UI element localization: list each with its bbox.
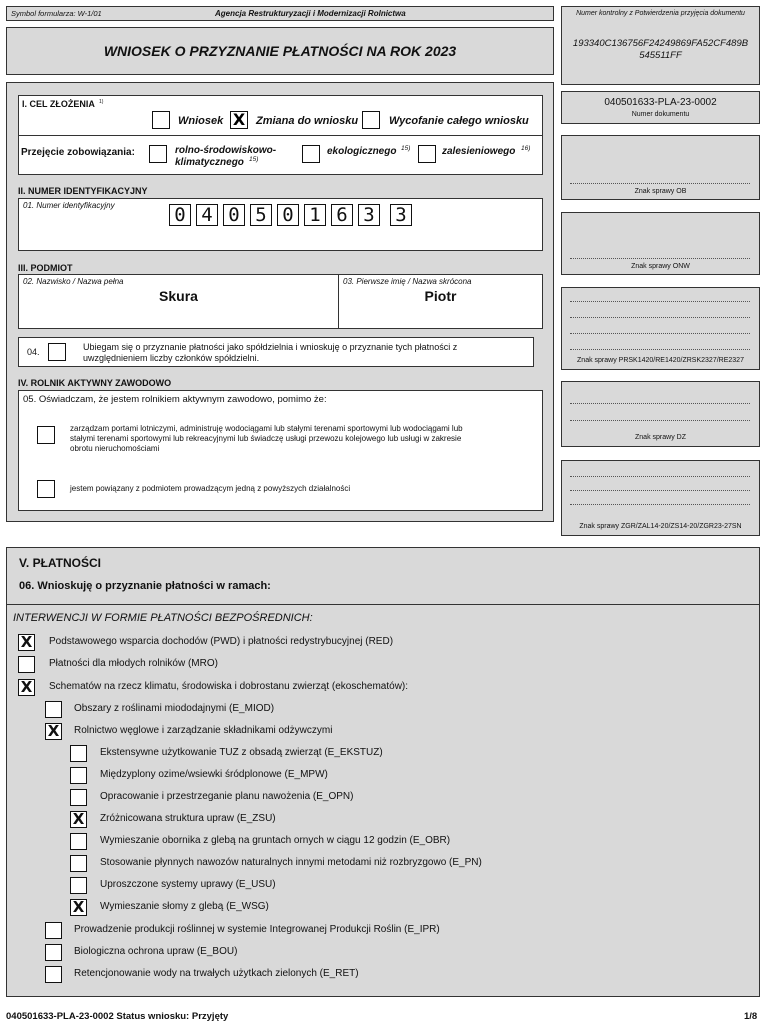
agency-name: Agencja Restrukturyzacji i Modernizacji Rolnictwa (215, 9, 406, 18)
footer-status: 040501633-PLA-23-0002 Status wniosku: Przyjęty (6, 1011, 229, 1022)
field-04-number: 04. (27, 347, 40, 357)
id-digit-5[interactable]: 0 (277, 204, 299, 226)
rolno-label-line1: rolno-środowiskowo- (175, 145, 277, 156)
payment-label-pwd: Podstawowego wsparcia dochodów (PWD) i płatności redystrybucyjnej (RED) (49, 636, 394, 647)
case-sign-ob-label: Znak sprawy OB (634, 188, 687, 195)
ekologicznego-sup: 15) (401, 145, 411, 152)
dz-dotted-line-2 (570, 420, 750, 421)
case-sign-ob-box (561, 135, 760, 200)
option-2-text: jestem powiązany z podmiotem prowadzącym jedną z powyższych działalności (70, 484, 351, 493)
surname-value: Skura (159, 288, 198, 304)
payment-label-e-opn: Opracowanie i przestrzeganie planu nawożenia (E_OPN) (100, 791, 354, 802)
page-title: WNIOSEK O PRZYZNANIE PŁATNOŚCI NA ROK 2023 (103, 43, 457, 59)
section-5-divider (7, 604, 759, 605)
zalesieniowego-sup: 16) (521, 145, 531, 152)
payment-label-e-bou: Biologiczna ochrona upraw (E_BOU) (74, 946, 238, 957)
title-box (6, 27, 554, 75)
payment-label-e-obr: Wymieszanie obornika z glebą na gruntach ornych w ciągu 12 godzin (E_OBR) (100, 835, 451, 846)
field-04-text-line1: Ubiegam się o przyznanie płatności jako spółdzielnia i wnioskuję o przyznanie tych płatności z (83, 342, 458, 352)
onw-dotted-line (570, 258, 750, 259)
active-farmer-option-2-checkbox[interactable] (37, 480, 55, 498)
case-sign-prsk-box (561, 287, 760, 370)
id-digit-2[interactable]: 4 (196, 204, 218, 226)
case-sign-onw-box (561, 212, 760, 275)
wycofanie-label: Wycofanie całego wniosku (389, 115, 529, 127)
footer-page-number: 1/8 (744, 1011, 758, 1022)
section-1-title-sup: 1) (99, 99, 104, 105)
payment-checkbox-e-usu[interactable] (70, 877, 87, 894)
zgr-dotted-line-2 (570, 490, 750, 491)
payment-label-rolnictwo-weglowe: Rolnictwo węglowe i zarządzanie składnikami odżywczymi (74, 725, 333, 736)
option-1-line2: stałymi terenami sportowymi lub rekreacyjnymi lub świadczę usługi przewozu kolejowego lub usługi w zakresie (70, 434, 462, 443)
control-number-label: Numer kontrolny z Potwierdzenia przyjęcia dokumentu (576, 10, 745, 17)
rolno-checkbox[interactable] (149, 145, 167, 163)
prsk-dotted-line-1 (570, 301, 750, 302)
ekologicznego-checkbox[interactable] (302, 145, 320, 163)
field-04-box (18, 337, 534, 367)
surname-label: 02. Nazwisko / Nazwa pełna (23, 277, 124, 286)
rolno-sup: 15) (249, 156, 259, 163)
payment-label-e-miod: Obszary z roślinami miododajnymi (E_MIOD) (74, 703, 275, 714)
payment-checkbox-e-ipr[interactable] (45, 922, 62, 939)
form-symbol: Symbol formularza: W-1/01 (11, 9, 102, 18)
id-digit-3[interactable]: 0 (223, 204, 245, 226)
control-number-line1: 193340C136756F24249869FA52CF489B (572, 38, 749, 49)
active-farmer-option-1-checkbox[interactable] (37, 426, 55, 444)
section-5-title: V. PŁATNOŚCI (19, 556, 102, 570)
payment-label-e-ret: Retencjonowanie wody na trwałych użytkach zielonych (E_RET) (74, 968, 359, 979)
section-1-box (18, 95, 543, 175)
payment-label-mro: Płatności dla młodych rolników (MRO) (49, 658, 218, 669)
zgr-dotted-line-1 (570, 476, 750, 477)
payment-checkbox-e-wsg[interactable]: X (70, 899, 87, 916)
zgr-dotted-line-3 (570, 504, 750, 505)
zmiana-checkbox[interactable]: X (230, 111, 248, 129)
payment-label-e-usu: Uproszczone systemy uprawy (E_USU) (100, 879, 276, 890)
document-number-box (561, 91, 760, 124)
payment-checkbox-e-ekstuz[interactable] (70, 745, 87, 762)
wycofanie-checkbox[interactable] (362, 111, 380, 129)
ob-dotted-line (570, 183, 750, 184)
payment-checkbox-e-obr[interactable] (70, 833, 87, 850)
payment-checkbox-e-miod[interactable] (45, 701, 62, 718)
case-sign-zgr-box (561, 460, 760, 536)
payment-label-e-mpw: Międzyplony ozime/wsiewki śródplonowe (E_MPW) (100, 769, 328, 780)
payment-checkbox-e-pn[interactable] (70, 855, 87, 872)
id-number-label: 01. Numer identyfikacyjny (23, 201, 115, 210)
section-4-box (18, 390, 543, 511)
payment-checkbox-ekoschematy[interactable]: X (18, 679, 35, 696)
section-1-title: I. CEL ZŁOŻENIA (22, 99, 95, 109)
case-sign-dz-label: Znak sprawy DZ (635, 434, 686, 441)
payment-label-e-ipr: Prowadzenie produkcji roślinnej w systemie Integrowanej Produkcji Roślin (E_IPR) (74, 924, 440, 935)
id-digit-8[interactable]: 3 (358, 204, 380, 226)
payment-checkbox-e-zsu[interactable]: X (70, 811, 87, 828)
dz-dotted-line-1 (570, 403, 750, 404)
case-sign-onw-label: Znak sprawy ONW (631, 263, 690, 270)
payment-label-ekoschematy: Schematów na rzecz klimatu, środowiska i dobrostanu zwierząt (ekoschematów): (49, 681, 409, 692)
option-1-line3: obrotu nieruchomościami (70, 444, 160, 453)
prsk-dotted-line-4 (570, 349, 750, 350)
case-sign-zgr-label: Znak sprawy ZGR/ZAL14-20/ZS14-20/ZGR23-27SN (579, 523, 742, 530)
payment-checkbox-mro[interactable] (18, 656, 35, 673)
form-symbol-bar (6, 6, 554, 21)
wniosek-label: Wniosek (178, 115, 224, 127)
firstname-value: Piotr (424, 288, 457, 304)
zmiana-label: Zmiana do wniosku (256, 115, 359, 127)
section-3-title: III. PODMIOT (18, 263, 73, 273)
case-sign-dz-box (561, 381, 760, 447)
field-05-label: 05. Oświadczam, że jestem rolnikiem aktywnym zawodowo, pomimo że: (23, 394, 327, 405)
section-2-title: II. NUMER IDENTYFIKACYJNY (18, 186, 148, 196)
przejecie-label: Przejęcie zobowiązania: (21, 147, 135, 158)
option-1-line1: zarządzam portami lotniczymi, administruję wodociągami lub stałymi terenami sportowymi lub wodociągami lub (70, 424, 463, 433)
zalesieniowego-checkbox[interactable] (418, 145, 436, 163)
control-number-line2: 545511FF (639, 50, 682, 61)
section-4-title: IV. ROLNIK AKTYWNY ZAWODOWO (18, 378, 172, 388)
id-digit-4[interactable]: 5 (250, 204, 272, 226)
field-06-label: 06. Wnioskuję o przyznanie płatności w ramach: (19, 580, 271, 592)
id-digit-6[interactable]: 1 (304, 204, 326, 226)
zalesieniowego-label: zalesieniowego (442, 146, 516, 157)
payment-label-e-wsg: Wymieszanie słomy z glebą (E_WSG) (100, 901, 269, 912)
payment-label-e-zsu: Zróżnicowana struktura upraw (E_ZSU) (100, 813, 276, 824)
section-1-divider (19, 135, 542, 136)
field-04-text-line2: uwzględnieniem liczby członków spółdzielni. (83, 353, 260, 363)
prsk-dotted-line-2 (570, 317, 750, 318)
case-sign-prsk-label: Znak sprawy PRSK1420/RE1420/ZRSK2327/RE2327 (577, 357, 744, 364)
rolno-label-line2: klimatycznego (175, 157, 244, 168)
prsk-dotted-line-3 (570, 333, 750, 334)
cooperative-checkbox[interactable] (48, 343, 66, 361)
document-number: 040501633-PLA-23-0002 (604, 97, 717, 108)
control-number-box (561, 6, 760, 85)
payment-checkbox-e-opn[interactable] (70, 789, 87, 806)
intervention-heading: INTERWENCJI W FORMIE PŁATNOŚCI BEZPOŚREDNICH: (13, 612, 313, 624)
payment-checkbox-pwd[interactable]: X (18, 634, 35, 651)
wniosek-checkbox[interactable] (152, 111, 170, 129)
payment-label-e-ekstuz: Ekstensywne użytkowanie TUZ z obsadą zwierząt (E_EKSTUZ) (100, 747, 383, 758)
id-digit-7[interactable]: 6 (331, 204, 353, 226)
surname-field[interactable] (18, 274, 339, 329)
document-number-label: Numer dokumentu (631, 111, 690, 118)
payment-checkbox-e-bou[interactable] (45, 944, 62, 961)
id-digit-1[interactable]: 0 (169, 204, 191, 226)
payment-label-e-pn: Stosowanie płynnych nawozów naturalnych innymi metodami niż rozbryzgowo (E_PN) (100, 857, 482, 868)
payment-checkbox-e-mpw[interactable] (70, 767, 87, 784)
firstname-label: 03. Pierwsze imię / Nazwa skrócona (343, 277, 472, 286)
ekologicznego-label: ekologicznego (327, 146, 397, 157)
id-digit-9[interactable]: 3 (390, 204, 412, 226)
payment-checkbox-rolnictwo-weglowe[interactable]: X (45, 723, 62, 740)
payment-checkbox-e-ret[interactable] (45, 966, 62, 983)
firstname-field[interactable] (338, 274, 543, 329)
